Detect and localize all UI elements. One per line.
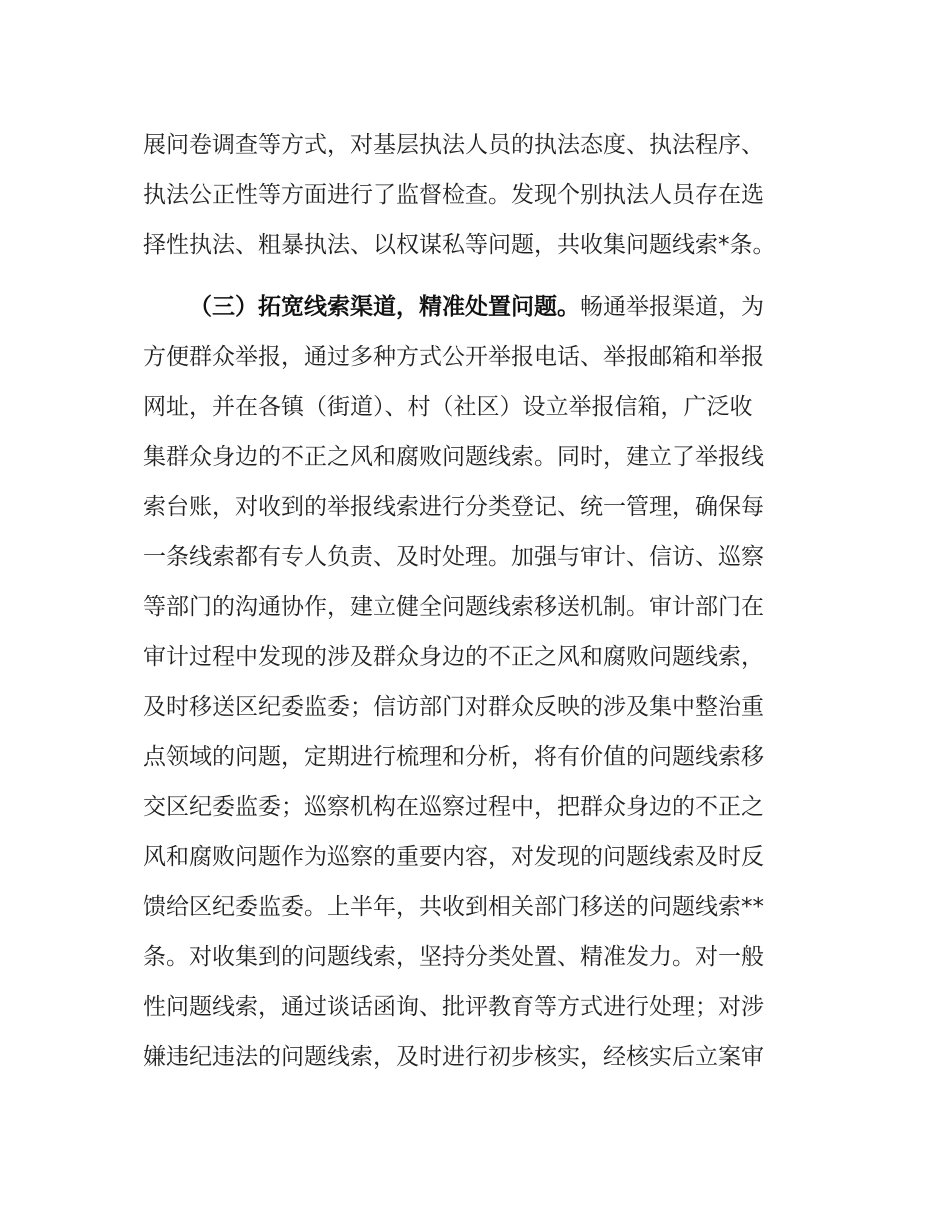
text-line: 方便群众举报，通过多种方式公开举报电话、举报邮箱和举报 bbox=[143, 344, 764, 370]
text-line: 点领域的问题，定期进行梳理和分析，将有价值的问题线索移 bbox=[143, 744, 764, 770]
text-line: 网址，并在各镇（街道）、村（社区）设立举报信箱，广泛收 bbox=[143, 394, 753, 420]
text-line: 嫌违纪违法的问题线索，及时进行初步核实，经核实后立案审 bbox=[143, 1044, 764, 1070]
text-line-first bbox=[143, 282, 807, 332]
paragraph-inspection bbox=[143, 120, 807, 270]
text-line: 展问卷调查等方式，对基层执法人员的执法态度、执法程序、 bbox=[143, 132, 764, 158]
text-line: 等部门的沟通协作，建立健全问题线索移送机制。审计部门在 bbox=[143, 594, 764, 620]
text-line: 索台账，对收到的举报线索进行分类登记、统一管理，确保每 bbox=[143, 494, 764, 520]
text-line: 一条线索都有专人负责、及时处理。加强与审计、信访、巡察 bbox=[143, 544, 764, 570]
text-line: 交区纪委监委；巡察机构在巡察过程中，把群众身边的不正之 bbox=[143, 794, 764, 820]
paragraph-expand-channels bbox=[143, 282, 807, 1082]
text-line-rest: 畅通举报渠道，为 bbox=[580, 294, 764, 320]
text-line: 性问题线索，通过谈话函询、批评教育等方式进行处理；对涉 bbox=[143, 994, 764, 1020]
text-line: 择性执法、粗暴执法、以权谋私等问题，共收集问题线索*条。 bbox=[143, 232, 776, 258]
text-line: 集群众身边的不正之风和腐败问题线索。同时，建立了举报线 bbox=[143, 444, 764, 470]
text-line: 风和腐败问题作为巡察的重要内容，对发现的问题线索及时反 bbox=[143, 844, 764, 870]
section-heading: （三）拓宽线索渠道，精准处置问题。 bbox=[189, 294, 580, 320]
text-line: 审计过程中发现的涉及群众身边的不正之风和腐败问题线索， bbox=[143, 644, 764, 670]
text-line: 条。对收集到的问题线索，坚持分类处置、精准发力。对一般 bbox=[143, 944, 764, 970]
text-line: 及时移送区纪委监委；信访部门对群众反映的涉及集中整治重 bbox=[143, 694, 764, 720]
paragraph-spacer bbox=[143, 270, 807, 282]
document-body bbox=[143, 120, 807, 1082]
text-line: 馈给区纪委监委。上半年，共收到相关部门移送的问题线索** bbox=[143, 894, 764, 920]
text-line: 执法公正性等方面进行了监督检查。发现个别执法人员存在选 bbox=[143, 182, 764, 208]
